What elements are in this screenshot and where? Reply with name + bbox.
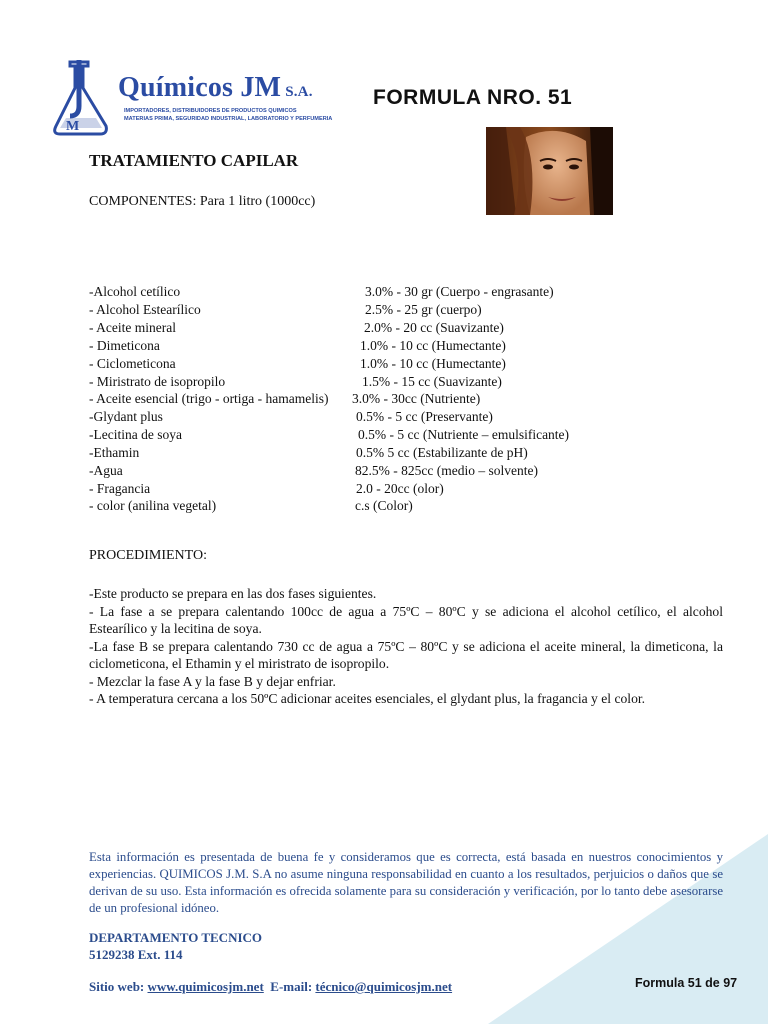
logo-tagline-1: IMPORTADORES, DISTRIBUIDORES DE PRODUCTOS QUIMICOS (124, 108, 297, 114)
procedure-step: - Mezclar la fase A y la fase B y dejar enfriar. (89, 673, 336, 689)
procedure-step: - La fase a se prepara calentando 100cc de agua a 75ºC – 80ºC y se adiciona el alcohol cetílico, el alcohol Estearílico y la lecitina de soya. (89, 603, 723, 636)
website-link[interactable]: www.quimicosjm.net (147, 979, 264, 994)
ingredient-name: -Lecitina de soya (89, 427, 182, 442)
ingredient-name: - Ciclometicona (89, 356, 176, 371)
procedure-step: -Este producto se prepara en las dos fases siguientes. (89, 586, 377, 601)
ingredient-value: 3.0% - 30 gr (Cuerpo - engrasante) (365, 284, 554, 299)
procedure-steps (89, 585, 723, 708)
procedure-title: PROCEDIMIENTO: (89, 548, 207, 563)
department-name: DEPARTAMENTO TECNICO (89, 930, 263, 945)
ingredient-value: 1.0% - 10 cc (Humectante) (360, 338, 506, 353)
ingredient-value: 1.5% - 15 cc (Suavizante) (362, 374, 502, 389)
ingredient-value: 0.5% - 5 cc (Nutriente – emulsificante) (358, 427, 570, 442)
ingredient-name: - Dimeticona (89, 338, 160, 353)
email-label: E-mail: (270, 979, 316, 994)
procedure-step: - A temperatura cercana a los 50ºC adicionar aceites esenciales, el glydant plus, la fragancia y el color. (89, 691, 646, 706)
ingredient-value: 3.0% - 30cc (Nutriente) (352, 391, 481, 406)
ingredient-name: -Ethamin (89, 445, 140, 460)
contact-line (89, 979, 452, 995)
components-label: COMPONENTES: Para 1 litro (1000cc) (89, 194, 316, 209)
ingredient-name: - Miristrato de isopropilo (89, 374, 226, 389)
ingredient-name: -Agua (89, 463, 123, 478)
ingredient-value: c.s (Color) (355, 498, 413, 513)
ingredient-value: 1.0% - 10 cc (Humectante) (360, 356, 506, 371)
logo-wordmark: Químicos JM S.A. (118, 72, 313, 103)
ingredient-value: 2.5% - 25 gr (cuerpo) (365, 302, 482, 317)
flask-logo-icon (48, 58, 120, 138)
ingredient-value: 0.5% 5 cc (Estabilizante de pH) (356, 445, 528, 460)
department-phone: 5129238 Ext. 114 (89, 947, 183, 962)
ingredient-name: - Alcohol Estearílico (89, 302, 201, 317)
procedure-step: -La fase B se prepara calentando 730 cc de agua a 75ºC – 80ºC y se adiciona el aceite mineral, la dimeticona, la ciclometicona, el Ethamin y el miristrato de isopropilo. (89, 638, 723, 671)
web-label: Sitio web: (89, 979, 148, 994)
email-link[interactable]: técnico@quimicosjm.net (315, 979, 453, 994)
ingredient-name: - Aceite esencial (trigo - ortiga - hamamelis) (89, 391, 329, 406)
ingredient-value: 82.5% - 825cc (medio – solvente) (355, 463, 538, 478)
ingredient-value: 0.5% - 5 cc (Preservante) (356, 409, 493, 424)
ingredient-value: 2.0 - 20cc (olor) (356, 481, 444, 496)
department-block (89, 929, 262, 963)
svg-text:M: M (66, 119, 80, 134)
page-number: Formula 51 de 97 (635, 976, 738, 990)
disclaimer-text: Esta información es presentada de buena fe y consideramos que es correcta, está basada en nuestros conocimientos y experiencias. QUIMICOS J.M. S.A no asume ninguna responsabilidad en cuanto a los resultados, perjuicios o daños que se derivan de su uso. Esta información es ofrecida solamente para su consideración y verificación, por lo tanto debe asesorarse de un profesional idóneo. (89, 850, 723, 915)
section-title: TRATAMIENTO CAPILAR (89, 151, 299, 170)
logo-tagline-2: MATERIAS PRIMA, SEGURIDAD INDUSTRIAL, LABORATORIO Y PERFUMERIA (124, 116, 333, 122)
ingredient-value: 2.0% - 20 cc (Suavizante) (364, 320, 504, 335)
model-photo (486, 127, 613, 215)
ingredient-name: -Glydant plus (89, 409, 163, 424)
company-logo (48, 58, 348, 138)
ingredient-name: - Aceite mineral (89, 320, 176, 335)
ingredient-name: - Fragancia (89, 481, 151, 496)
ingredient-name: - color (anilina vegetal) (89, 498, 217, 513)
ingredient-name: -Alcohol cetílico (89, 284, 181, 299)
formula-title: FORMULA NRO. 51 (373, 86, 573, 109)
